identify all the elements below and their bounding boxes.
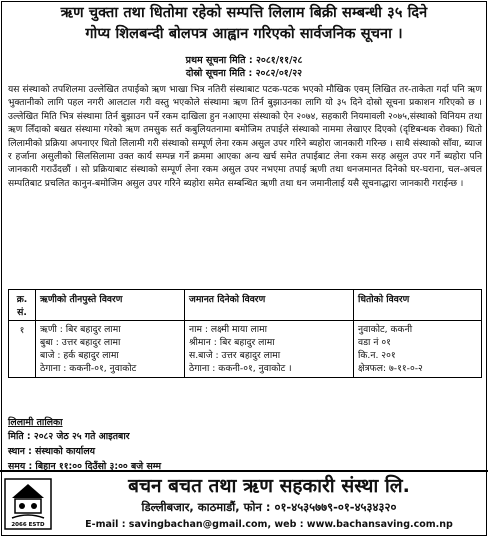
table-row bbox=[9, 321, 482, 378]
borrower-address: ठेगाना : ककनी-०१, नुवाकोट bbox=[40, 363, 137, 374]
cell-sn: १ bbox=[9, 321, 36, 378]
cooperative-contact: E-mail : savingbachan@gmail.com, web : www.bachansaving.com.np bbox=[85, 519, 453, 530]
col-header-sn: क्र. सं. bbox=[9, 290, 36, 321]
notice-body: यस संस्थाको तपशिलमा उल्लेखित तपाईको ऋण भाखा भित्र नतिरी संस्थाबाट पटक-पटक भएको मौखिक एवम् लिखित तर-ताकेता गर्दा पनि ऋण भुक्तानीको लागि पहल नगरी आलटाल गरी वस्तु भएकोले संस्थामा ऋण तिर्न बुझाउनका लागि यो ३५ दिने दोस्रो सूचना प्रकाशन गरिएको छ । उल्लेखित मिति भित्र संस्थामा तिर्न बुझाउन पर्ने रकम दाखिला हुन नआएमा संस्थाको ऐन २०७४, सहकारी नियमावली २०७५,संस्थाको विनियम तथा ऋण लिँदाको बखत संस्थामा गरेको ऋण तमसुक सर्त कबुलियतनामा बमोजिम तपाईले संस्थाको नाममा लेखाएर दिएको (दृष्टिबन्धक रोक्का) धितो लिलामीको प्रक्रिया अपनाएर धितो लिलामी गरी संस्थाको सम्पूर्ण लेना रकम असुल उपर गरिने ब्यहोरा जानकारी गरिन्छ । साथै संस्थाको साँवा, ब्याज र हर्जाना असुलीको सिलसिलामा उक्त कार्य सम्पन्न गर्ने क्रममा आएका अन्य खर्च समेत तपाईबाट लेना रकम सरह असुल उपर गर्ने ब्यहोरा पनि जानकारी गराउँदछौं । सो प्रक्रियाबाट संस्थाको सम्पूर्ण लेना रकम असुल उपर नभएमा तपाई ऋणी तथा धनजमानत दिनेको घर-घराना, चल-अचल सम्पतिबाट प्रचलित कानुन-बमोजिम असुल उपर गरिने ब्यहोरा समेत सम्बन्धित ऋणी तथा धन जमानीलाई यसै सूचनाद्धारा जानकारी गराईन्छ । bbox=[8, 85, 482, 189]
svg-text:2066 ESTD: 2066 ESTD bbox=[11, 522, 45, 528]
cell-borrower bbox=[36, 321, 185, 378]
second-notice-date: दोस्रो सूचना मिति : २०८२/०१/२२ bbox=[185, 68, 303, 79]
collateral-area: क्षेत्रफल: ७-११-०-२ bbox=[358, 363, 423, 374]
cell-collateral bbox=[354, 321, 482, 378]
collateral-plot: कि.न. २०१ bbox=[358, 350, 396, 361]
cooperative-name: बचन बचत तथा ऋण सहकारी संस्था लि. bbox=[128, 475, 410, 497]
collateral-ward: वडा नं ०१ bbox=[358, 337, 391, 348]
footer bbox=[0, 470, 488, 538]
cooperative-address: डिल्लीबजार, काठमाडौं, फोन : ०१-४५३५७७९-०१-४५३४३२० bbox=[141, 500, 397, 514]
col-header-collateral: धितोको विवरण bbox=[354, 290, 482, 321]
col-header-borrower: ऋणीको तीनपुस्ते विवरण bbox=[36, 290, 185, 321]
borrower-grandfather: बाजे : हर्क बहादुर लामा bbox=[40, 350, 119, 361]
first-notice-date: प्रथम सूचना मिति : २०८१/११/२८ bbox=[185, 55, 303, 66]
collateral-location: नुवाकोट, ककनी bbox=[358, 324, 413, 335]
col-header-guarantor: जमानत दिनेको विवरण bbox=[185, 290, 354, 321]
auction-time: समय : बिहान ११:०० दिउँसो ३:०० बजे सम्म bbox=[8, 461, 162, 472]
notice-title bbox=[4, 3, 484, 45]
guarantor-address: ठेगाना : ककनी-०१, नुवाकोट । bbox=[189, 363, 292, 374]
borrower-father: बुबा : उत्तर बहादुर लामा bbox=[40, 337, 121, 348]
auction-place: स्थान : संस्थाको कार्यालय bbox=[8, 446, 96, 457]
guarantor-father-in-law: स.बाजे : उत्तर बहादुर लामा bbox=[189, 350, 281, 361]
details-table bbox=[8, 289, 482, 378]
cooperative-logo-icon bbox=[4, 478, 52, 530]
notice-title-line2: गोप्य शिलबन्दी बोलपत्र आह्वान गरिएको सार्वजनिक सूचना । bbox=[85, 26, 403, 42]
cell-guarantor bbox=[185, 321, 354, 378]
borrower-name: ऋणी : बिर बहादुर लामा bbox=[40, 324, 121, 335]
auction-title: लिलामी तालिका bbox=[8, 417, 63, 428]
guarantor-name: नाम : लक्ष्मी माया लामा bbox=[189, 324, 268, 335]
notice-title-line1: ऋण चुक्ता तथा धितोमा रहेको सम्पत्ति लिलाम बिक्री सम्बन्धी ३५ दिने bbox=[60, 5, 428, 21]
notice-dates bbox=[4, 54, 484, 80]
table-header-row bbox=[9, 290, 482, 321]
auction-schedule bbox=[8, 416, 482, 474]
guarantor-husband: श्रीमान : बिर बहादुर लामा bbox=[189, 337, 275, 348]
auction-date: मिति : २०८२ जेठ २५ गते आइतबार bbox=[8, 431, 130, 442]
